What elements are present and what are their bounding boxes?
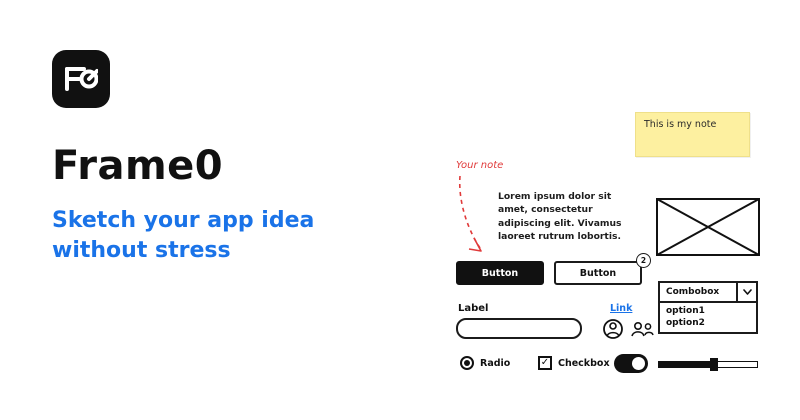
field-label: Label xyxy=(458,303,489,314)
chevron-down-icon[interactable] xyxy=(736,283,756,301)
radio-label: Radio xyxy=(480,357,511,369)
user-avatar-icon xyxy=(604,320,622,338)
page-title: Frame0 xyxy=(52,143,224,189)
checkbox-option[interactable] xyxy=(538,356,610,370)
secondary-button[interactable]: Button xyxy=(554,261,642,285)
slider[interactable] xyxy=(658,358,758,370)
combobox-options[interactable] xyxy=(658,303,758,334)
frame0-logo-icon xyxy=(64,66,98,92)
link[interactable]: Link xyxy=(610,303,633,314)
image-placeholder-icon[interactable] xyxy=(656,198,760,256)
tagline xyxy=(52,206,352,265)
primary-button[interactable]: Button xyxy=(456,261,544,285)
radio-option[interactable] xyxy=(460,356,510,370)
app-logo xyxy=(52,50,110,108)
tagline-line-2: without stress xyxy=(52,237,231,263)
checkbox-label: Checkbox xyxy=(558,357,610,369)
annotation-label: Your note xyxy=(456,160,504,171)
combobox[interactable] xyxy=(658,281,758,303)
toggle-switch[interactable] xyxy=(614,354,648,373)
tagline-line-1: Sketch your app idea xyxy=(52,208,315,233)
wireframe-canvas xyxy=(440,0,800,420)
combobox-option-1[interactable]: option1 xyxy=(666,306,705,316)
users-group-icon xyxy=(632,323,653,336)
avatar-group xyxy=(602,318,662,340)
radio-icon[interactable] xyxy=(460,356,474,370)
slider-thumb[interactable] xyxy=(710,358,718,371)
combobox-option-2[interactable]: option2 xyxy=(666,318,705,328)
toggle-knob xyxy=(632,357,645,370)
slider-fill xyxy=(658,361,714,368)
status-badge: 2 xyxy=(636,253,651,268)
checkbox-icon[interactable]: ✓ xyxy=(538,356,552,370)
branding-panel xyxy=(52,50,392,265)
combobox-value: Combobox xyxy=(666,287,720,297)
sticky-note[interactable]: This is my note xyxy=(635,112,750,157)
paragraph-text: Lorem ipsum dolor sit amet, consectetur adipiscing elit. Vivamus laoreet rutrum lobortis. xyxy=(498,191,622,243)
text-input[interactable] xyxy=(456,318,582,339)
